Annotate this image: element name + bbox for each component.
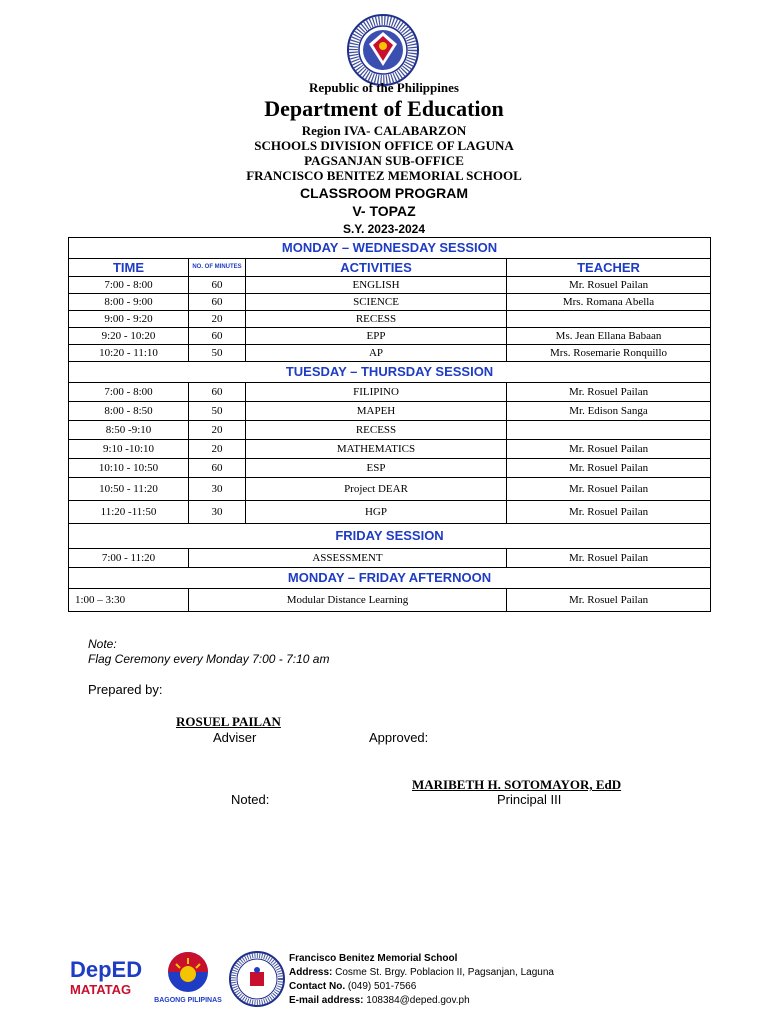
column-header-teacher: TEACHER xyxy=(507,259,711,277)
table-row xyxy=(69,421,711,440)
session-title-mw: MONDAY – WEDNESDAY SESSION xyxy=(69,238,711,259)
teacher-cell: Mr. Rosuel Pailan xyxy=(507,383,711,402)
teacher-cell: Mr. Rosuel Pailan xyxy=(507,478,711,501)
teacher-cell xyxy=(507,311,711,328)
time-cell: 10:50 - 11:20 xyxy=(69,478,189,501)
time-cell: 10:20 - 11:10 xyxy=(69,345,189,362)
session-header-row xyxy=(69,238,711,259)
teacher-cell: Mr. Rosuel Pailan xyxy=(507,549,711,568)
activity-cell: FILIPINO xyxy=(246,383,507,402)
table-row xyxy=(69,402,711,421)
minutes-cell: 60 xyxy=(189,294,246,311)
suboffice-heading: PAGSANJAN SUB-OFFICE xyxy=(304,153,464,168)
footer-address-label: Address: xyxy=(289,967,333,978)
activity-cell: MAPEH xyxy=(246,402,507,421)
activity-cell: SCIENCE xyxy=(246,294,507,311)
minutes-cell: 20 xyxy=(189,421,246,440)
activity-cell: AP xyxy=(246,345,507,362)
adviser-title: Adviser xyxy=(213,730,257,745)
table-row xyxy=(69,277,711,294)
column-header-minutes: NO. OF MINUTES xyxy=(189,259,246,277)
time-cell: 8:00 - 9:00 xyxy=(69,294,189,311)
time-cell: 9:00 - 9:20 xyxy=(69,311,189,328)
activity-cell: ENGLISH xyxy=(246,277,507,294)
department-heading: Department of Education xyxy=(264,96,504,121)
table-row xyxy=(69,440,711,459)
activity-cell: EPP xyxy=(246,328,507,345)
deped-logo-text: DepED xyxy=(70,957,143,982)
school-seal-logo xyxy=(228,950,286,1008)
minutes-cell: 30 xyxy=(189,501,246,524)
table-row xyxy=(69,383,711,402)
session-header-row xyxy=(69,524,711,549)
column-header-activities: ACTIVITIES xyxy=(246,259,507,277)
teacher-cell: Mr. Rosuel Pailan xyxy=(507,440,711,459)
prepared-by-label: Prepared by: xyxy=(88,682,163,697)
time-cell: 7:00 - 11:20 xyxy=(69,549,189,568)
table-row xyxy=(69,549,711,568)
bagong-pilipinas-text: BAGONG PILIPINAS xyxy=(154,997,222,1004)
note-label: Note: xyxy=(88,637,117,651)
minutes-cell: 60 xyxy=(189,383,246,402)
principal-name: MARIBETH H. SOTOMAYOR, EdD xyxy=(412,777,622,792)
footer-contact-block xyxy=(289,952,554,1008)
deped-seal-logo xyxy=(347,14,419,86)
teacher-cell xyxy=(507,421,711,440)
class-schedule-table xyxy=(68,237,711,612)
footer-school-name: Francisco Benitez Memorial School xyxy=(289,953,458,964)
minutes-cell: 20 xyxy=(189,440,246,459)
activity-cell: ESP xyxy=(246,459,507,478)
deped-matatag-logo xyxy=(70,958,144,1008)
session-header-row xyxy=(69,568,711,589)
session-title-friday: FRIDAY SESSION xyxy=(69,524,711,549)
time-cell: 7:00 - 8:00 xyxy=(69,383,189,402)
minutes-cell: 50 xyxy=(189,345,246,362)
table-row xyxy=(69,478,711,501)
time-cell: 11:20 -11:50 xyxy=(69,501,189,524)
table-row xyxy=(69,501,711,524)
session-title-afternoon: MONDAY – FRIDAY AFTERNOON xyxy=(69,568,711,589)
region-heading: Region IVA- CALABARZON xyxy=(301,123,467,138)
footer-email: 108384@deped.gov.ph xyxy=(366,995,470,1006)
minutes-cell: 60 xyxy=(189,328,246,345)
footer-contact: (049) 501-7566 xyxy=(347,981,417,992)
time-cell: 8:00 - 8:50 xyxy=(69,402,189,421)
division-heading: SCHOOLS DIVISION OFFICE OF LAGUNA xyxy=(254,138,514,153)
republic-heading: Republic of the Philippines xyxy=(309,80,459,95)
school-heading: FRANCISCO BENITEZ MEMORIAL SCHOOL xyxy=(246,168,522,183)
session-title-tt: TUESDAY – THURSDAY SESSION xyxy=(69,362,711,383)
principal-title: Principal III xyxy=(497,792,562,807)
activity-cell: Project DEAR xyxy=(246,478,507,501)
column-header-row xyxy=(69,259,711,277)
table-row xyxy=(69,328,711,345)
table-row xyxy=(69,589,711,612)
activity-cell: RECESS xyxy=(246,421,507,440)
activity-cell: MATHEMATICS xyxy=(246,440,507,459)
teacher-cell: Mr. Edison Sanga xyxy=(507,402,711,421)
teacher-cell: Mrs. Rosemarie Ronquillo xyxy=(507,345,711,362)
program-title: CLASSROOM PROGRAM xyxy=(300,185,468,201)
teacher-cell: Mrs. Romana Abella xyxy=(507,294,711,311)
teacher-cell: Mr. Rosuel Pailan xyxy=(507,501,711,524)
activity-cell: HGP xyxy=(246,501,507,524)
matatag-text: MATATAG xyxy=(70,982,132,997)
approved-label: Approved: xyxy=(369,730,429,745)
minutes-cell: 60 xyxy=(189,459,246,478)
column-header-time: TIME xyxy=(69,259,189,277)
activity-cell: Modular Distance Learning xyxy=(189,589,507,612)
time-cell: 7:00 - 8:00 xyxy=(69,277,189,294)
school-year: S.Y. 2023-2024 xyxy=(342,222,426,236)
teacher-cell: Mr. Rosuel Pailan xyxy=(507,277,711,294)
adviser-name: ROSUEL PAILAN xyxy=(176,714,281,729)
minutes-cell: 60 xyxy=(189,277,246,294)
footer-contact-label: Contact No. xyxy=(289,981,346,992)
table-row xyxy=(69,294,711,311)
time-cell: 8:50 -9:10 xyxy=(69,421,189,440)
teacher-cell: Mr. Rosuel Pailan xyxy=(507,459,711,478)
minutes-cell: 50 xyxy=(189,402,246,421)
session-header-row xyxy=(69,362,711,383)
teacher-cell: Ms. Jean Ellana Babaan xyxy=(507,328,711,345)
noted-label: Noted: xyxy=(231,792,270,807)
minutes-cell: 30 xyxy=(189,478,246,501)
activity-cell: RECESS xyxy=(246,311,507,328)
time-cell: 10:10 - 10:50 xyxy=(69,459,189,478)
table-row xyxy=(69,311,711,328)
table-row xyxy=(69,345,711,362)
time-cell: 1:00 – 3:30 xyxy=(69,589,189,612)
footer-address: Cosme St. Brgy. Poblacion II, Pagsanjan, Laguna xyxy=(335,967,554,978)
note-text: Flag Ceremony every Monday 7:00 - 7:10 am xyxy=(88,652,330,666)
minutes-cell: 20 xyxy=(189,311,246,328)
time-cell: 9:20 - 10:20 xyxy=(69,328,189,345)
footer-email-label: E-mail address: xyxy=(289,995,364,1006)
table-row xyxy=(69,459,711,478)
section-title: V- TOPAZ xyxy=(352,203,416,219)
teacher-cell: Mr. Rosuel Pailan xyxy=(507,589,711,612)
activity-cell: ASSESSMENT xyxy=(189,549,507,568)
time-cell: 9:10 -10:10 xyxy=(69,440,189,459)
